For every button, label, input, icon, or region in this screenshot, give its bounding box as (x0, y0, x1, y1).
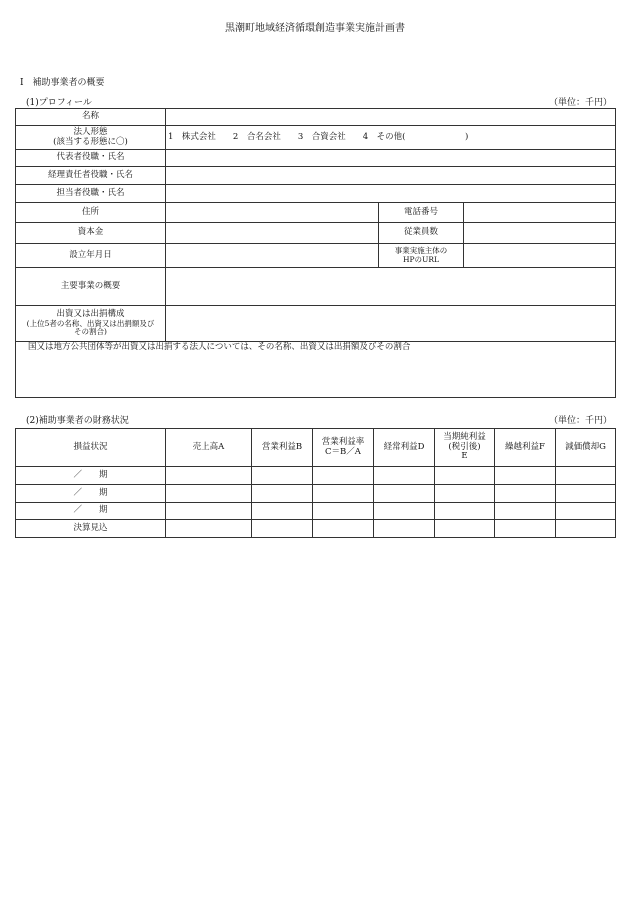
col-status: 損益状況 (16, 429, 166, 467)
hp-label (379, 244, 464, 268)
hp-field[interactable] (464, 244, 616, 268)
invest-field[interactable] (166, 306, 616, 342)
invest-label (16, 306, 166, 342)
cell[interactable] (252, 503, 313, 520)
cell[interactable] (374, 520, 435, 538)
phone-label: 電話番号 (379, 203, 464, 223)
public-body-note[interactable]: 国又は地方公共団体等が出資又は出捐する法人については、その名称、出資又は出捐額及びその割合 (16, 342, 616, 398)
cell[interactable] (556, 520, 616, 538)
cell[interactable] (435, 467, 495, 485)
business-field[interactable] (166, 268, 616, 306)
rep-field[interactable] (166, 150, 616, 167)
col-net-line3: E (461, 451, 468, 462)
cell[interactable] (495, 485, 556, 503)
col-rate-line2: C＝B／A (325, 446, 361, 457)
cell[interactable] (313, 503, 374, 520)
corp-form-label-line2: (該当する形態に〇) (53, 136, 128, 147)
finance-unit: （単位：千円） (548, 416, 612, 426)
cell[interactable] (556, 467, 616, 485)
acct-field[interactable] (166, 167, 616, 185)
cell[interactable] (252, 467, 313, 485)
profile-table (15, 108, 616, 398)
invest-label-line2: (上位5者の名称、出資又は出捐額及び (26, 318, 155, 328)
col-rate-line1: 営業利益率 (321, 436, 365, 447)
invest-label-line3: その割合) (74, 327, 107, 337)
charge-label: 担当者役職・氏名 (16, 185, 166, 203)
business-label: 主要事業の概要 (16, 268, 166, 306)
profile-heading: (1)プロフィール (26, 98, 92, 108)
cell[interactable] (556, 485, 616, 503)
col-rate (313, 429, 374, 467)
employees-label: 従業員数 (379, 223, 464, 244)
invest-label-line1: 出資又は出捐構成 (56, 308, 125, 319)
charge-field[interactable] (166, 185, 616, 203)
cell[interactable] (495, 503, 556, 520)
row-period-3: ／ 期 (16, 503, 166, 520)
hp-label-line2: HPのURL (402, 254, 440, 264)
name-field[interactable] (166, 109, 616, 126)
name-label: 名称 (16, 109, 166, 126)
finance-heading: (2)補助事業者の財務状況 (26, 416, 129, 426)
corp-form-label-line1: 法人形態 (73, 126, 108, 137)
col-net (435, 429, 495, 467)
employees-field[interactable] (464, 223, 616, 244)
cell[interactable] (166, 485, 252, 503)
cell[interactable] (252, 485, 313, 503)
cell[interactable] (166, 467, 252, 485)
section-1-heading: Ⅰ 補助事業者の概要 (20, 78, 105, 88)
cell[interactable] (313, 485, 374, 503)
row-forecast: 決算見込 (16, 520, 166, 538)
acct-label: 経理責任者役職・氏名 (16, 167, 166, 185)
cell[interactable] (166, 503, 252, 520)
hp-label-line1: 事業実施主体の (394, 245, 448, 255)
address-field[interactable] (166, 203, 379, 223)
col-op: 営業利益B (252, 429, 313, 467)
cell[interactable] (374, 503, 435, 520)
capital-label: 資本金 (16, 223, 166, 244)
document-title: 黒潮町地域経済循環創造事業実施計画書 (225, 23, 405, 34)
col-carry: 繰越利益F (495, 429, 556, 467)
cell[interactable] (495, 467, 556, 485)
col-ord: 経常利益D (374, 429, 435, 467)
col-dep: 減価償却G (556, 429, 616, 467)
cell[interactable] (374, 485, 435, 503)
founded-label: 設立年月日 (16, 244, 166, 268)
corp-form-label (16, 126, 166, 150)
rep-label: 代表者役職・氏名 (16, 150, 166, 167)
cell[interactable] (495, 520, 556, 538)
col-sales: 売上高A (166, 429, 252, 467)
cell[interactable] (166, 520, 252, 538)
row-period-1: ／ 期 (16, 467, 166, 485)
cell[interactable] (435, 520, 495, 538)
corp-form-options[interactable]: 1 株式会社 2 合名会社 3 合資会社 4 その他( ) (166, 126, 616, 150)
col-net-line2: (税引後) (448, 441, 481, 452)
capital-field[interactable] (166, 223, 379, 244)
row-period-2: ／ 期 (16, 485, 166, 503)
cell[interactable] (435, 503, 495, 520)
cell[interactable] (252, 520, 313, 538)
founded-field[interactable] (166, 244, 379, 268)
col-net-line1: 当期純利益 (443, 431, 486, 442)
profile-unit: （単位：千円） (548, 98, 612, 108)
cell[interactable] (313, 467, 374, 485)
cell[interactable] (435, 485, 495, 503)
phone-field[interactable] (464, 203, 616, 223)
finance-table (15, 428, 616, 538)
cell[interactable] (313, 520, 374, 538)
address-label: 住所 (16, 203, 166, 223)
cell[interactable] (556, 503, 616, 520)
cell[interactable] (374, 467, 435, 485)
